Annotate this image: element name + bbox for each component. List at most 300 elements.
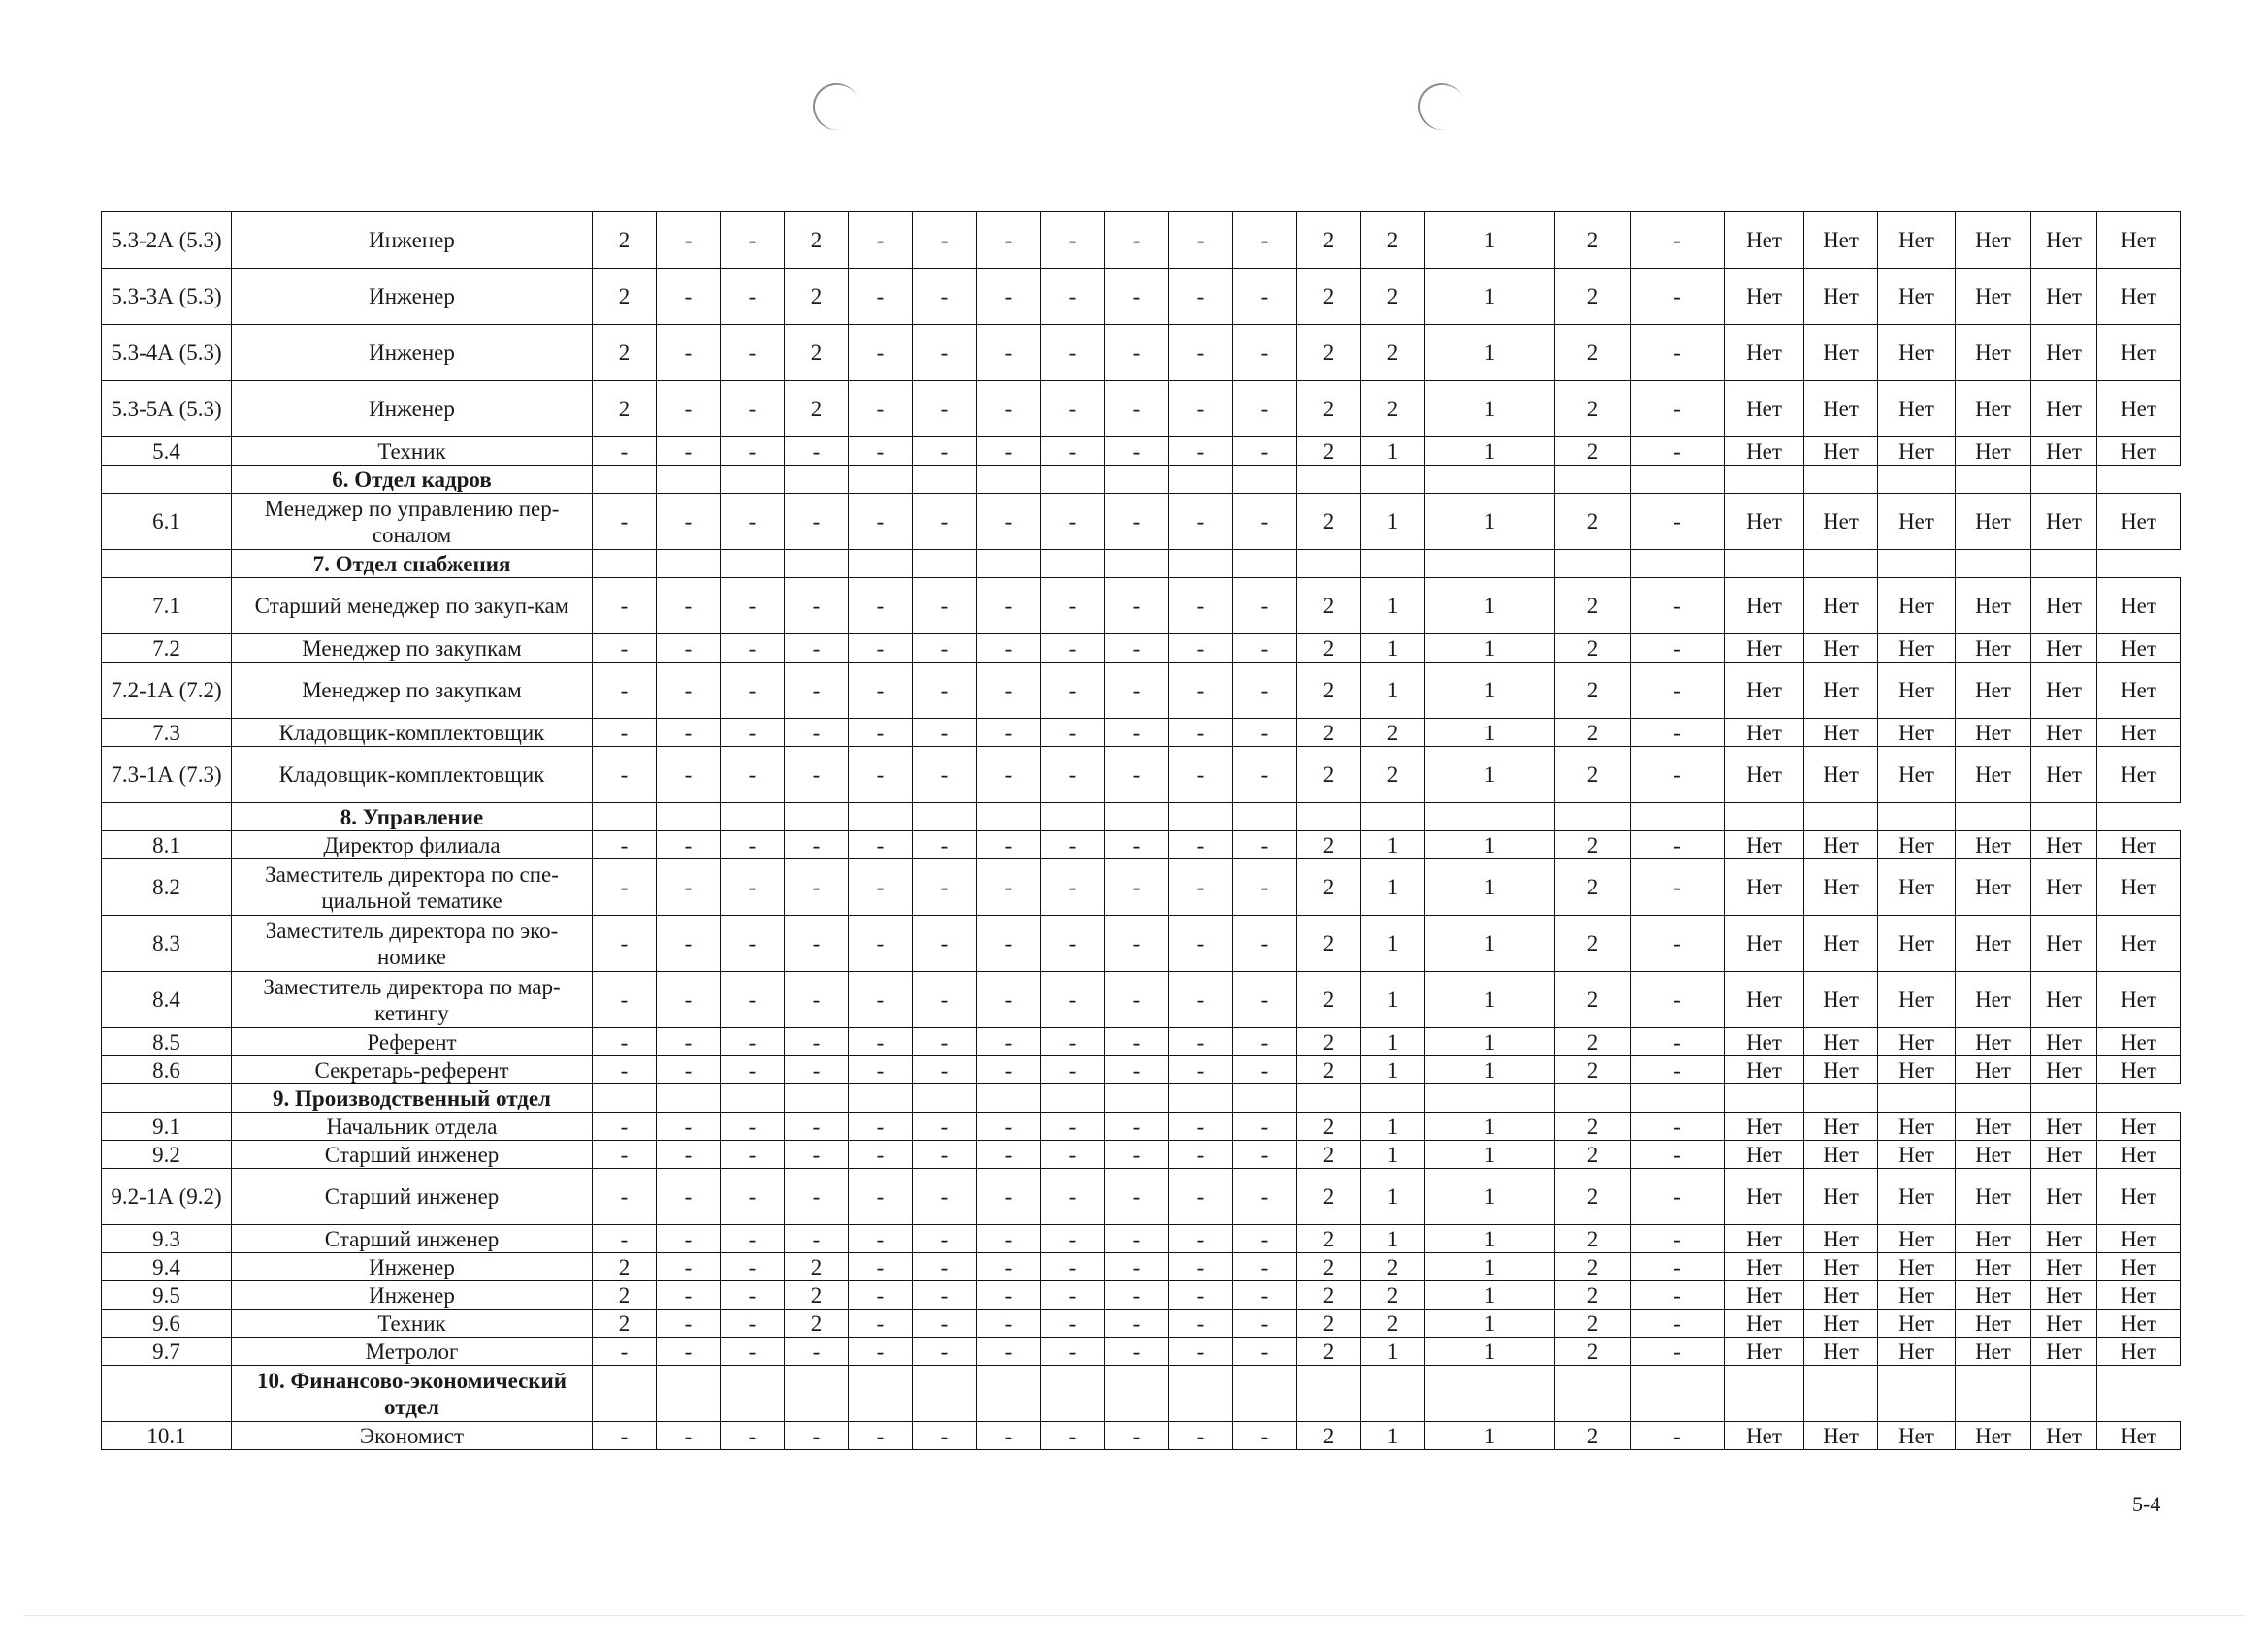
value-cell: -	[657, 1113, 721, 1141]
value-cell: Нет	[1956, 972, 2031, 1028]
section-code-cell	[102, 466, 232, 494]
value-cell: -	[721, 212, 785, 269]
empty-cell	[977, 1366, 1041, 1422]
value-cell: -	[657, 1169, 721, 1225]
value-cell: Нет	[1804, 212, 1878, 269]
value-cell: -	[849, 1281, 913, 1310]
empty-cell	[721, 803, 785, 831]
value-cell: -	[1169, 831, 1233, 859]
value-cell: -	[849, 1310, 913, 1338]
value-cell: Нет	[1804, 325, 1878, 381]
empty-cell	[2031, 550, 2097, 578]
value-cell: 2	[1297, 1310, 1361, 1338]
empty-cell	[1725, 466, 1804, 494]
value-cell: -	[785, 1422, 849, 1450]
value-cell: 2	[1297, 1338, 1361, 1366]
value-cell: -	[1105, 1028, 1169, 1056]
value-cell: Нет	[1878, 1422, 1956, 1450]
value-cell: Нет	[1956, 212, 2031, 269]
value-cell: -	[657, 437, 721, 466]
value-cell: 1	[1425, 663, 1555, 719]
section-row	[102, 466, 2181, 494]
value-cell: -	[1105, 494, 1169, 550]
value-cell: 2	[593, 269, 657, 325]
value-cell: Нет	[1804, 859, 1878, 916]
empty-cell	[1425, 550, 1555, 578]
position-title: Заместитель директора по спе-циальной тематике	[232, 859, 593, 916]
value-cell: -	[977, 916, 1041, 972]
value-cell: -	[657, 972, 721, 1028]
value-cell: -	[657, 719, 721, 747]
value-cell: -	[593, 494, 657, 550]
table-row	[102, 437, 2181, 466]
value-cell: Нет	[1725, 381, 1804, 437]
empty-cell	[1233, 1366, 1297, 1422]
working-conditions-table	[101, 211, 2181, 1450]
value-cell: -	[593, 1422, 657, 1450]
value-cell: 2	[1297, 1169, 1361, 1225]
value-cell: -	[721, 1422, 785, 1450]
value-cell: 2	[1297, 578, 1361, 634]
value-cell: -	[977, 1056, 1041, 1084]
position-title: Метролог	[232, 1338, 593, 1366]
value-cell: 2	[785, 1281, 849, 1310]
value-cell: -	[849, 747, 913, 803]
workplace-code: 7.2	[102, 634, 232, 663]
value-cell: 2	[1297, 325, 1361, 381]
section-code-cell	[102, 803, 232, 831]
value-cell: Нет	[1725, 1253, 1804, 1281]
value-cell: Нет	[1725, 663, 1804, 719]
value-cell: 1	[1425, 1225, 1555, 1253]
value-cell: Нет	[2097, 212, 2181, 269]
value-cell: -	[913, 1141, 977, 1169]
value-cell: Нет	[2031, 1169, 2097, 1225]
value-cell: Нет	[2097, 1281, 2181, 1310]
value-cell: -	[849, 325, 913, 381]
value-cell: -	[913, 1422, 977, 1450]
value-cell: 2	[1555, 269, 1631, 325]
empty-cell	[1555, 1084, 1631, 1113]
value-cell: -	[721, 1310, 785, 1338]
value-cell: 2	[1297, 1281, 1361, 1310]
value-cell: -	[657, 634, 721, 663]
table-row	[102, 578, 2181, 634]
value-cell: Нет	[1956, 1338, 2031, 1366]
value-cell: Нет	[2031, 381, 2097, 437]
value-cell: -	[1105, 1056, 1169, 1084]
value-cell: -	[977, 634, 1041, 663]
value-cell: Нет	[1725, 719, 1804, 747]
value-cell: -	[849, 972, 913, 1028]
table-row	[102, 1056, 2181, 1084]
value-cell: Нет	[1878, 269, 1956, 325]
value-cell: -	[1169, 663, 1233, 719]
empty-cell	[1631, 550, 1725, 578]
empty-cell	[913, 550, 977, 578]
value-cell: Нет	[1956, 1141, 2031, 1169]
value-cell: -	[1041, 859, 1105, 916]
value-cell: Нет	[2031, 1253, 2097, 1281]
value-cell: -	[657, 381, 721, 437]
value-cell: -	[849, 1028, 913, 1056]
workplace-code: 5.3-4А (5.3)	[102, 325, 232, 381]
value-cell: -	[849, 1056, 913, 1084]
empty-cell	[1361, 1084, 1425, 1113]
value-cell: -	[657, 494, 721, 550]
empty-cell	[1105, 1084, 1169, 1113]
value-cell: -	[657, 1056, 721, 1084]
table-row	[102, 1028, 2181, 1056]
value-cell: 2	[1555, 1422, 1631, 1450]
value-cell: -	[1041, 1281, 1105, 1310]
value-cell: 2	[1361, 719, 1425, 747]
empty-cell	[1169, 1366, 1233, 1422]
value-cell: 2	[785, 1253, 849, 1281]
value-cell: Нет	[1804, 916, 1878, 972]
value-cell: Нет	[1956, 1056, 2031, 1084]
value-cell: Нет	[1804, 1028, 1878, 1056]
value-cell: -	[1169, 1310, 1233, 1338]
workplace-code: 8.2	[102, 859, 232, 916]
workplace-code: 5.3-5А (5.3)	[102, 381, 232, 437]
position-title: Заместитель директора по эко-номике	[232, 916, 593, 972]
value-cell: 1	[1361, 437, 1425, 466]
empty-cell	[721, 466, 785, 494]
empty-cell	[1041, 550, 1105, 578]
workplace-code: 7.1	[102, 578, 232, 634]
value-cell: -	[593, 972, 657, 1028]
value-cell: -	[721, 269, 785, 325]
value-cell: -	[913, 1281, 977, 1310]
value-cell: -	[1105, 1113, 1169, 1141]
value-cell: -	[593, 1056, 657, 1084]
value-cell: Нет	[1804, 1225, 1878, 1253]
value-cell: -	[1169, 1028, 1233, 1056]
value-cell: Нет	[1804, 1310, 1878, 1338]
value-cell: -	[1631, 1113, 1725, 1141]
value-cell: Нет	[1878, 1310, 1956, 1338]
value-cell: -	[1233, 1169, 1297, 1225]
value-cell: -	[977, 1225, 1041, 1253]
value-cell: Нет	[2031, 578, 2097, 634]
empty-cell	[913, 803, 977, 831]
value-cell: Нет	[2031, 831, 2097, 859]
empty-cell	[1361, 803, 1425, 831]
value-cell: -	[977, 269, 1041, 325]
value-cell: -	[913, 634, 977, 663]
value-cell: Нет	[1878, 1113, 1956, 1141]
value-cell: -	[849, 381, 913, 437]
value-cell: -	[785, 494, 849, 550]
value-cell: -	[1105, 437, 1169, 466]
value-cell: 2	[1555, 831, 1631, 859]
value-cell: 2	[1555, 1113, 1631, 1141]
section-title: 6. Отдел кадров	[232, 466, 593, 494]
empty-cell	[657, 803, 721, 831]
value-cell: 1	[1425, 325, 1555, 381]
value-cell: 2	[1297, 1253, 1361, 1281]
value-cell: Нет	[1956, 269, 2031, 325]
value-cell: 2	[1297, 747, 1361, 803]
table-row	[102, 1225, 2181, 1253]
empty-cell	[1297, 550, 1361, 578]
value-cell: -	[657, 212, 721, 269]
value-cell: Нет	[2031, 1310, 2097, 1338]
value-cell: -	[1169, 1141, 1233, 1169]
value-cell: -	[1631, 1338, 1725, 1366]
empty-cell	[1361, 1366, 1425, 1422]
value-cell: -	[1631, 1056, 1725, 1084]
value-cell: Нет	[2031, 859, 2097, 916]
value-cell: Нет	[2097, 437, 2181, 466]
value-cell: Нет	[2097, 381, 2181, 437]
value-cell: Нет	[1804, 1281, 1878, 1310]
value-cell: -	[1631, 747, 1725, 803]
value-cell: -	[1041, 663, 1105, 719]
value-cell: -	[657, 1422, 721, 1450]
value-cell: Нет	[2031, 634, 2097, 663]
value-cell: -	[1233, 269, 1297, 325]
value-cell: -	[1233, 212, 1297, 269]
position-title: Инженер	[232, 269, 593, 325]
value-cell: Нет	[2031, 1141, 2097, 1169]
value-cell: 1	[1425, 437, 1555, 466]
value-cell: -	[1233, 1310, 1297, 1338]
table-row	[102, 972, 2181, 1028]
value-cell: -	[657, 1225, 721, 1253]
value-cell: -	[913, 437, 977, 466]
table-row	[102, 1113, 2181, 1141]
value-cell: -	[785, 1225, 849, 1253]
value-cell: Нет	[1956, 1422, 2031, 1450]
empty-cell	[593, 550, 657, 578]
empty-cell	[1878, 550, 1956, 578]
value-cell: -	[1169, 494, 1233, 550]
value-cell: 2	[1297, 1422, 1361, 1450]
value-cell: -	[721, 1141, 785, 1169]
value-cell: 2	[1361, 325, 1425, 381]
value-cell: 2	[785, 212, 849, 269]
value-cell: -	[913, 1310, 977, 1338]
value-cell: Нет	[1725, 212, 1804, 269]
value-cell: -	[1041, 1141, 1105, 1169]
value-cell: -	[849, 437, 913, 466]
value-cell: -	[785, 634, 849, 663]
value-cell: -	[1233, 831, 1297, 859]
value-cell: -	[1169, 719, 1233, 747]
value-cell: -	[849, 831, 913, 859]
empty-cell	[1105, 1366, 1169, 1422]
value-cell: 2	[1297, 663, 1361, 719]
value-cell: Нет	[1804, 1253, 1878, 1281]
value-cell: -	[1169, 634, 1233, 663]
value-cell: -	[721, 719, 785, 747]
value-cell: 2	[1555, 1281, 1631, 1310]
value-cell: Нет	[1804, 269, 1878, 325]
value-cell: -	[1105, 1141, 1169, 1169]
value-cell: -	[785, 916, 849, 972]
value-cell: 2	[1361, 1310, 1425, 1338]
empty-cell	[593, 803, 657, 831]
empty-cell	[721, 550, 785, 578]
value-cell: 1	[1361, 1225, 1425, 1253]
value-cell: Нет	[2097, 1225, 2181, 1253]
value-cell: -	[1105, 1310, 1169, 1338]
empty-cell	[657, 466, 721, 494]
value-cell: -	[1169, 1281, 1233, 1310]
value-cell: 1	[1425, 719, 1555, 747]
value-cell: -	[1105, 1225, 1169, 1253]
empty-cell	[2031, 803, 2097, 831]
value-cell: Нет	[1956, 747, 2031, 803]
empty-cell	[1631, 466, 1725, 494]
value-cell: 2	[1555, 747, 1631, 803]
value-cell: Нет	[1956, 437, 2031, 466]
value-cell: -	[593, 634, 657, 663]
empty-cell	[849, 1084, 913, 1113]
value-cell: -	[849, 494, 913, 550]
value-cell: -	[1233, 859, 1297, 916]
value-cell: 1	[1425, 381, 1555, 437]
value-cell: 1	[1361, 1113, 1425, 1141]
value-cell: -	[1105, 634, 1169, 663]
value-cell: Нет	[2097, 1422, 2181, 1450]
empty-cell	[1041, 1084, 1105, 1113]
value-cell: -	[1233, 1281, 1297, 1310]
value-cell: 2	[1555, 1310, 1631, 1338]
value-cell: -	[721, 381, 785, 437]
empty-cell	[1631, 803, 1725, 831]
value-cell: Нет	[1725, 1281, 1804, 1310]
value-cell: -	[593, 1338, 657, 1366]
value-cell: -	[721, 663, 785, 719]
value-cell: -	[1041, 747, 1105, 803]
workplace-code: 7.3-1А (7.3)	[102, 747, 232, 803]
value-cell: -	[1631, 381, 1725, 437]
empty-cell	[1041, 803, 1105, 831]
value-cell: -	[593, 663, 657, 719]
value-cell: Нет	[1956, 381, 2031, 437]
value-cell: -	[1233, 719, 1297, 747]
position-title: Инженер	[232, 1253, 593, 1281]
value-cell: Нет	[1725, 1056, 1804, 1084]
value-cell: Нет	[1878, 719, 1956, 747]
workplace-code: 10.1	[102, 1422, 232, 1450]
table-row	[102, 269, 2181, 325]
value-cell: Нет	[2097, 916, 2181, 972]
value-cell: Нет	[1725, 494, 1804, 550]
value-cell: -	[721, 747, 785, 803]
value-cell: -	[1631, 1028, 1725, 1056]
value-cell: Нет	[1725, 1028, 1804, 1056]
value-cell: -	[913, 1225, 977, 1253]
value-cell: -	[913, 859, 977, 916]
value-cell: 2	[1361, 212, 1425, 269]
workplace-code: 8.5	[102, 1028, 232, 1056]
value-cell: -	[657, 1310, 721, 1338]
value-cell: 1	[1425, 1422, 1555, 1450]
empty-cell	[1956, 1084, 2031, 1113]
position-title: Референт	[232, 1028, 593, 1056]
value-cell: Нет	[1956, 859, 2031, 916]
value-cell: -	[977, 437, 1041, 466]
value-cell: 1	[1425, 1141, 1555, 1169]
value-cell: Нет	[1878, 747, 1956, 803]
value-cell: -	[1631, 1310, 1725, 1338]
value-cell: Нет	[1956, 1113, 2031, 1141]
value-cell: Нет	[1725, 747, 1804, 803]
value-cell: -	[785, 437, 849, 466]
value-cell: 1	[1425, 1028, 1555, 1056]
value-cell: 1	[1361, 634, 1425, 663]
value-cell: Нет	[2031, 1281, 2097, 1310]
value-cell: 1	[1425, 1253, 1555, 1281]
value-cell: Нет	[1878, 1253, 1956, 1281]
value-cell: 1	[1361, 494, 1425, 550]
empty-cell	[1297, 466, 1361, 494]
table-row	[102, 1169, 2181, 1225]
value-cell: 1	[1361, 972, 1425, 1028]
value-cell: -	[1169, 859, 1233, 916]
empty-cell	[1041, 466, 1105, 494]
value-cell: Нет	[1804, 1169, 1878, 1225]
value-cell: 2	[1297, 1056, 1361, 1084]
value-cell: -	[977, 1281, 1041, 1310]
value-cell: -	[913, 972, 977, 1028]
empty-cell	[1725, 1366, 1804, 1422]
value-cell: -	[657, 831, 721, 859]
empty-cell	[1725, 550, 1804, 578]
value-cell: -	[593, 916, 657, 972]
table-row	[102, 212, 2181, 269]
value-cell: -	[977, 212, 1041, 269]
value-cell: 1	[1425, 1169, 1555, 1225]
value-cell: Нет	[2097, 747, 2181, 803]
value-cell: Нет	[1804, 719, 1878, 747]
value-cell: -	[1631, 325, 1725, 381]
value-cell: -	[1233, 325, 1297, 381]
value-cell: -	[1041, 972, 1105, 1028]
value-cell: Нет	[1878, 916, 1956, 972]
value-cell: -	[657, 1028, 721, 1056]
value-cell: -	[1169, 578, 1233, 634]
value-cell: Нет	[1725, 1113, 1804, 1141]
workplace-code: 9.2	[102, 1141, 232, 1169]
value-cell: -	[1233, 1141, 1297, 1169]
section-title: 7. Отдел снабжения	[232, 550, 593, 578]
value-cell: -	[1169, 747, 1233, 803]
value-cell: -	[1105, 1253, 1169, 1281]
empty-cell	[1233, 1084, 1297, 1113]
table-row	[102, 381, 2181, 437]
value-cell: -	[1041, 1422, 1105, 1450]
value-cell: 2	[1555, 1169, 1631, 1225]
empty-cell	[1631, 1084, 1725, 1113]
value-cell: -	[1631, 1225, 1725, 1253]
value-cell: 2	[1555, 494, 1631, 550]
value-cell: -	[1041, 1056, 1105, 1084]
value-cell: 2	[1555, 1028, 1631, 1056]
value-cell: 2	[1555, 972, 1631, 1028]
value-cell: 1	[1361, 663, 1425, 719]
value-cell: -	[785, 1338, 849, 1366]
position-title: Директор филиала	[232, 831, 593, 859]
value-cell: 2	[1555, 1141, 1631, 1169]
value-cell: -	[1233, 578, 1297, 634]
value-cell: -	[1105, 1281, 1169, 1310]
value-cell: -	[1233, 1028, 1297, 1056]
